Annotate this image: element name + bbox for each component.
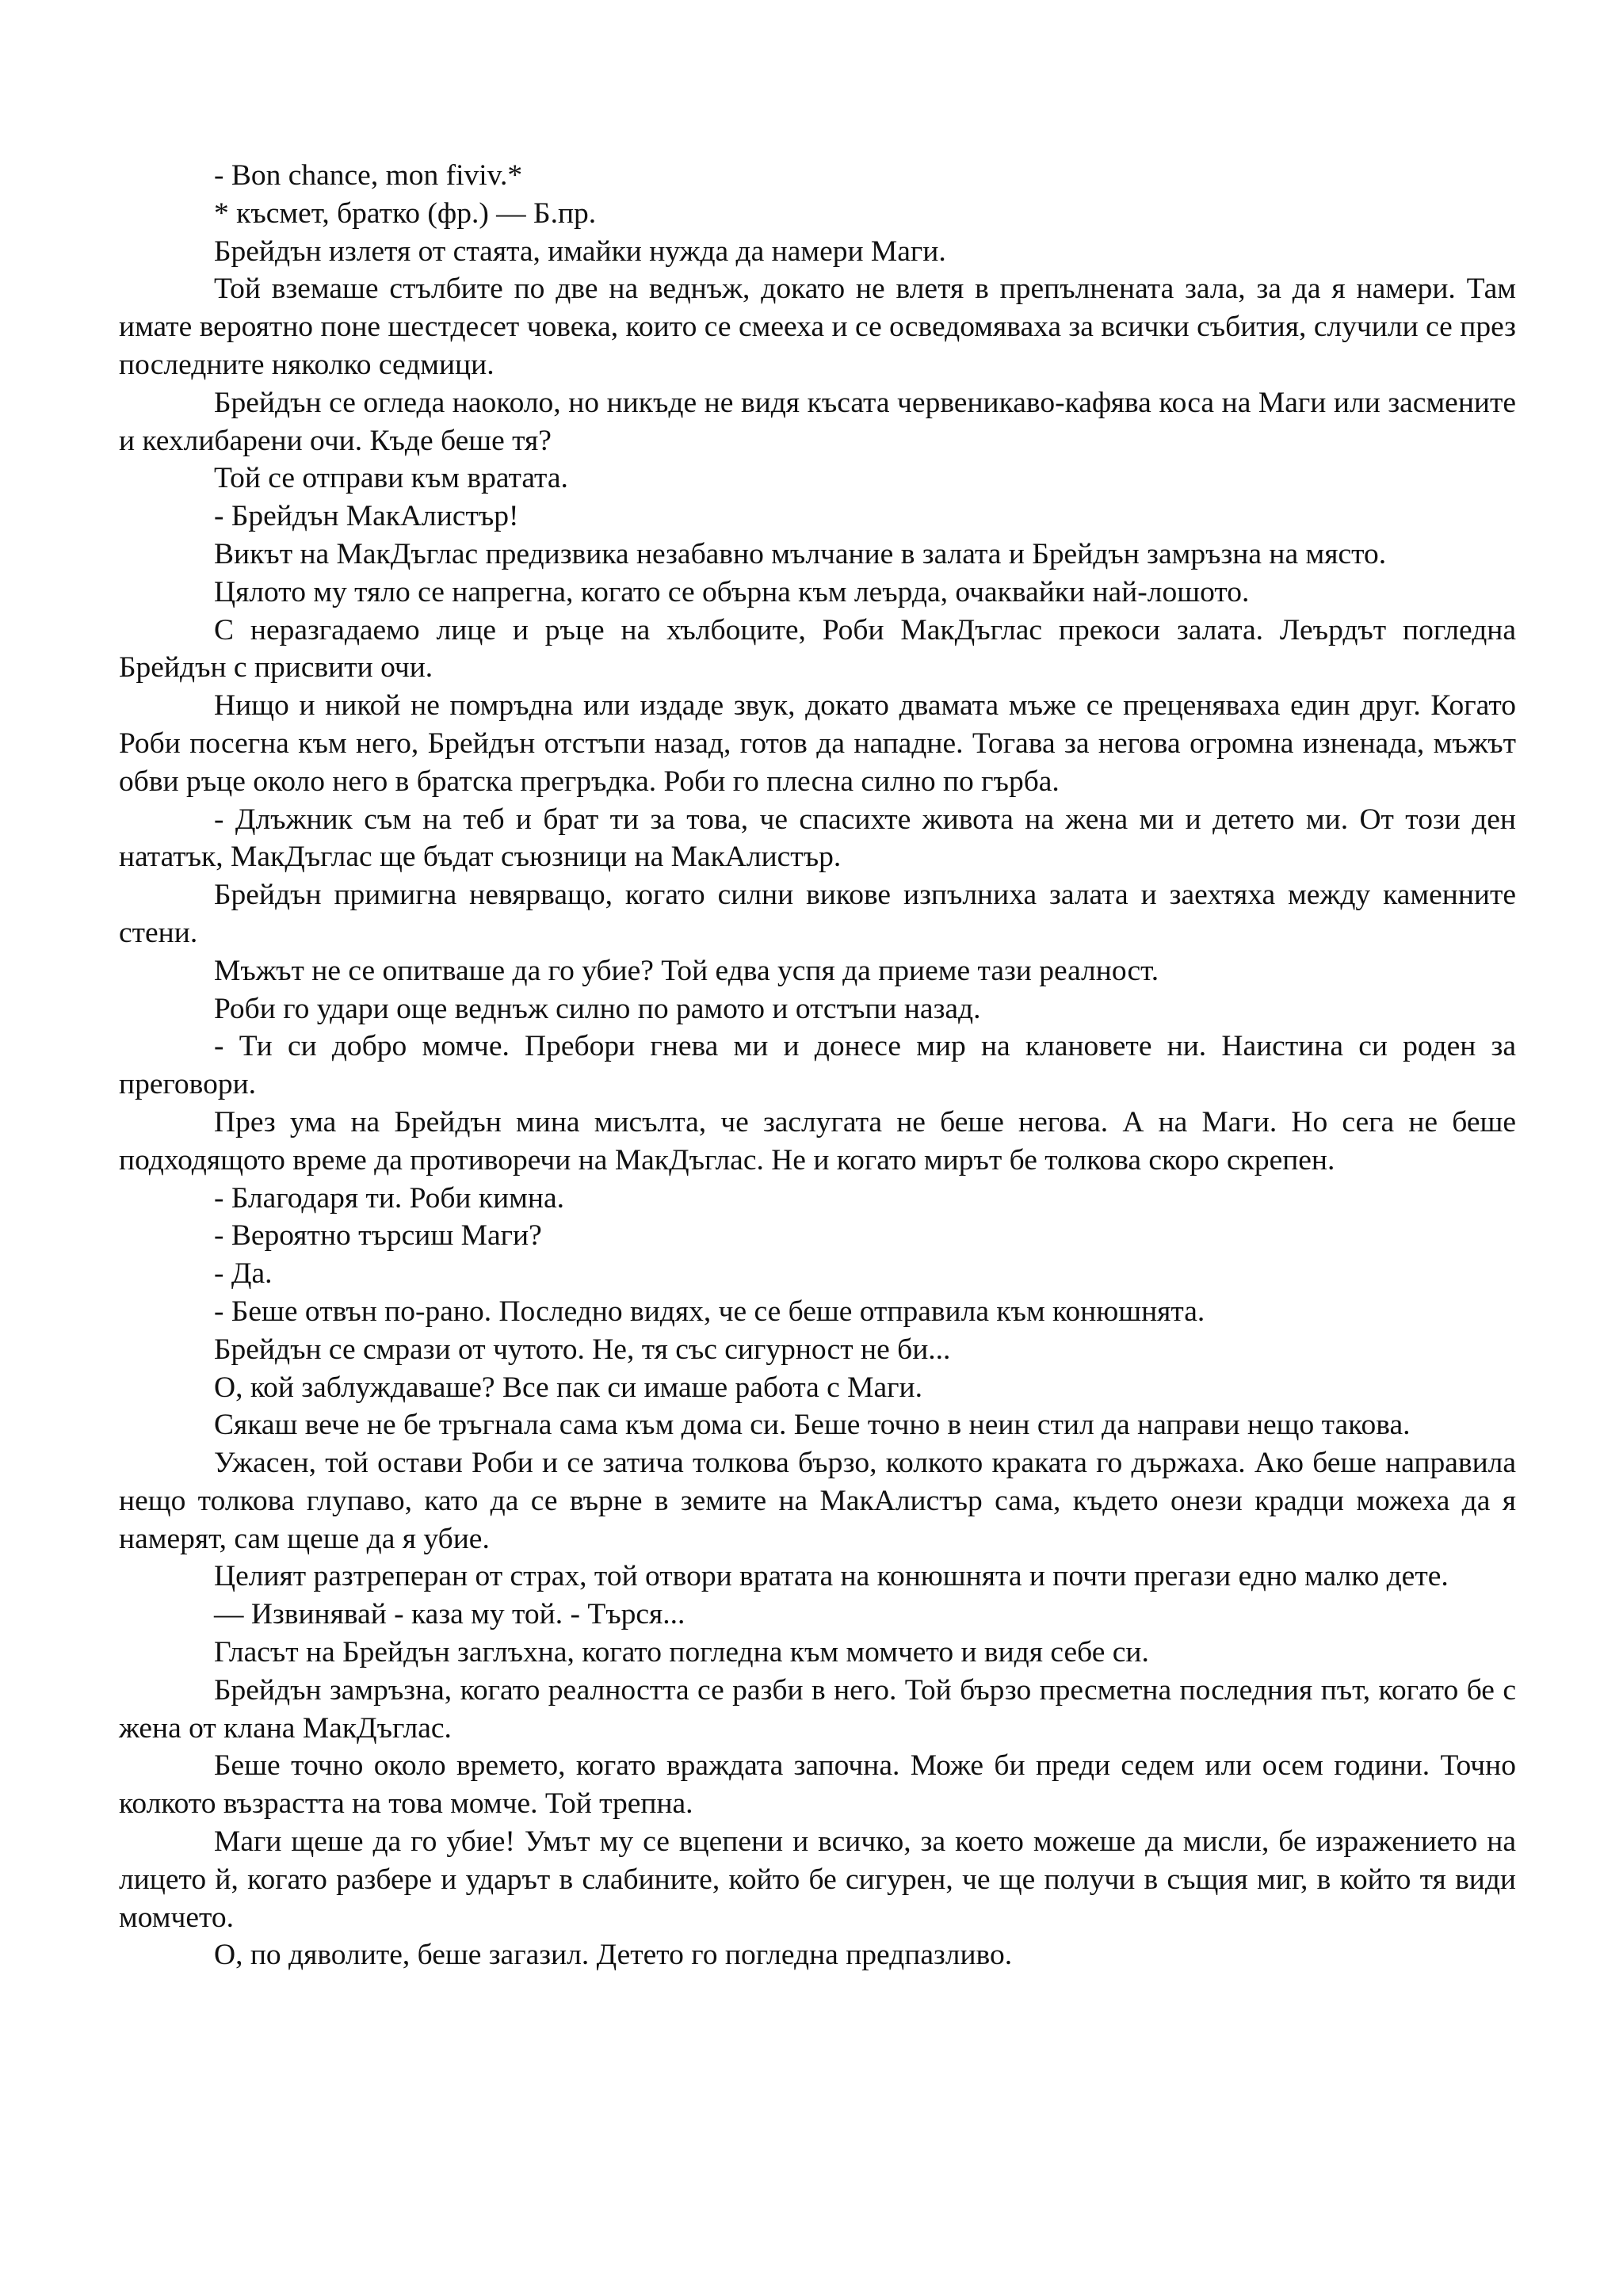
paragraph: Той се отправи към вратата. bbox=[214, 462, 568, 495]
paragraph: Мъжът не се опитваше да го убие? Той едва успя да приеме тази реалност. bbox=[214, 954, 1159, 987]
paragraph: Гласът на Брейдън заглъхна, когато погледна към момчето и видя себе си. bbox=[214, 1636, 1149, 1669]
paragraph: Целият разтреперан от страх, той отвори вратата на конюшнята и почти прегази едно малко дете. bbox=[214, 1560, 1449, 1593]
paragraph: О, по дяволите, беше загазил. Детето го погледна предпазливо. bbox=[214, 1939, 1013, 1972]
paragraph: - Да. bbox=[214, 1257, 273, 1291]
paragraph: О, кой заблуждаваше? Все пак си имаше работа с Маги. bbox=[214, 1371, 922, 1404]
paragraph: През ума на Брейдън мина мисълта, че заслугата не беше негова. А на Маги. Но сега не беше подходящото време да противоречи на МакДъглас. Не и когато мирът бе толкова скоро скрепен. bbox=[119, 1105, 1516, 1177]
paragraph: Брейдън се смрази от чутото. Не, тя със сигурност не би... bbox=[214, 1333, 951, 1366]
paragraph: Ужасен, той остави Роби и се затича толкова бързо, колкото краката го държаха. Ако беше направила нещо толкова глупаво, като да се върне в земите на МакАлистър сама, където онези крадци можеха да я намерят, сам щеше да я убие. bbox=[119, 1447, 1516, 1555]
paragraph: Маги щеше да го убие! Умът му се вцепени и всичко, за което можеше да мисли, бе изражението на лицето й, когато разбере и ударът в слабините, който бе сигурен, че ще получи в същия миг, в който тя види момчето. bbox=[119, 1825, 1516, 1934]
paragraph: Беше точно около времето, когато враждата започна. Може би преди седем или осем години. Точно колкото възрастта на това момче. Той трепна. bbox=[119, 1749, 1516, 1821]
paragraph: - Вероятно търсиш Маги? bbox=[214, 1219, 542, 1253]
paragraph: — Извинявай - каза му той. - Търся... bbox=[214, 1598, 685, 1631]
paragraph: Сякаш вече не бе тръгнала сама към дома си. Беше точно в неин стил да направи нещо такова. bbox=[214, 1409, 1411, 1442]
paragraph: - Ти си добро момче. Пребори гнева ми и донесе мир на клановете ни. Наистина си роден за преговори. bbox=[119, 1030, 1516, 1101]
paragraph: - Длъжник съм на теб и брат ти за това, че спасихте живота на жена ми и детето ми. От този ден нататък, МакДъглас ще бъдат съюзници на МакАлистър. bbox=[119, 803, 1516, 874]
paragraph: Цялото му тяло се напрегна, когато се обърна към леърда, очаквайки най-лошото. bbox=[214, 575, 1250, 608]
document-body bbox=[119, 157, 1516, 1974]
paragraph: Брейдън излетя от стаята, имайки нужда да намери Маги. bbox=[214, 235, 946, 268]
paragraph: Роби го удари още веднъж силно по рамото и отстъпи назад. bbox=[214, 992, 981, 1025]
paragraph: Той вземаше стълбите по две на веднъж, докато не влетя в препълнената зала, за да я намери. Там имате вероятно поне шестдесет човека, които се смееха и се осведомяваха за всички събития, случили се през последните няколко седмици. bbox=[119, 273, 1516, 381]
paragraph: - Благодаря ти. Роби кимна. bbox=[214, 1181, 564, 1215]
paragraph: С неразгадаемо лице и ръце на хълбоците, Роби МакДъглас прекоси залата. Леърдът погледна Брейдън с присвити очи. bbox=[119, 613, 1516, 685]
paragraph: Викът на МакДъглас предизвика незабавно мълчание в залата и Брейдън замръзна на място. bbox=[214, 537, 1387, 570]
paragraph: - Bon chance, mon fiviv.* bbox=[214, 159, 523, 192]
paragraph: * късмет, братко (фр.) — Б.пр. bbox=[214, 196, 597, 230]
paragraph: Нищо и никой не помръдна или издаде звук, докато двамата мъже се преценяваха един друг. Когато Роби посегна към него, Брейдън отстъпи назад, готов да нападне. Тогава за негова огромна изненада, мъжът обви ръце около него в братска прегръдка. Роби го плесна силно по гърба. bbox=[119, 689, 1516, 798]
paragraph: - Брейдън МакАлистър! bbox=[214, 500, 519, 533]
paragraph: Брейдън се огледа наоколо, но никъде не видя късата червеникаво-кафява коса на Маги или засмените и кехлибарени очи. Къде беше тя? bbox=[119, 386, 1516, 457]
paragraph: - Беше отвън по-рано. Последно видях, че се беше отправила към конюшнята. bbox=[214, 1295, 1205, 1328]
paragraph: Брейдън замръзна, когато реалността се разби в него. Той бързо пресметна последния път, когато бе с жена от клана МакДъглас. bbox=[119, 1673, 1516, 1745]
paragraph: Брейдън примигна невярващо, когато силни викове изпълниха залата и заехтяха между каменните стени. bbox=[119, 879, 1516, 949]
